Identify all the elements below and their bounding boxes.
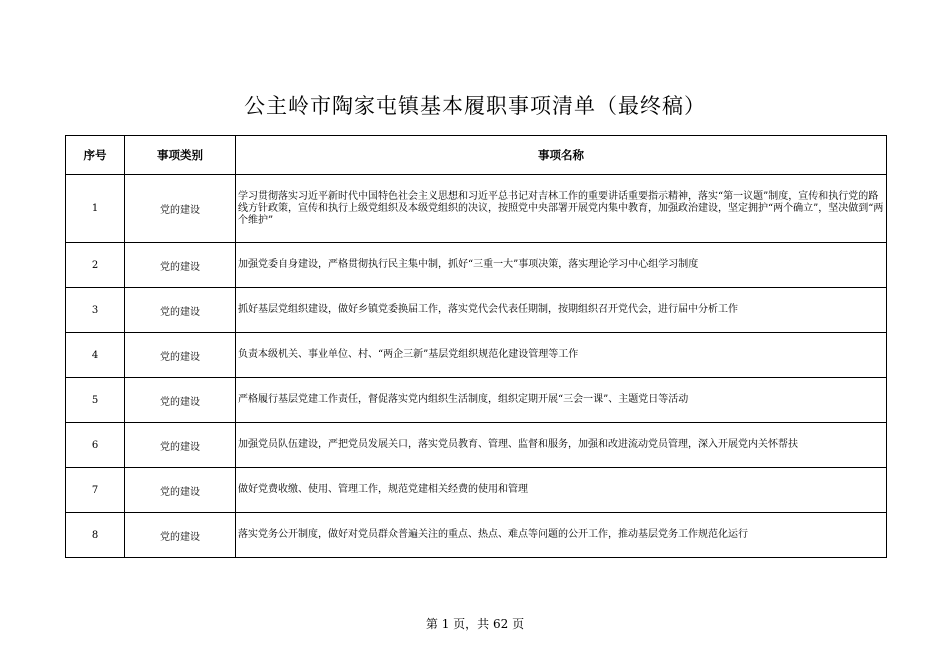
row-no: 6 — [66, 423, 125, 468]
row-category: 党的建设 — [125, 243, 236, 288]
row-no: 7 — [66, 468, 125, 513]
row-category: 党的建设 — [125, 378, 236, 423]
row-category: 党的建设 — [125, 468, 236, 513]
header-no: 序号 — [66, 136, 125, 175]
row-no: 3 — [66, 288, 125, 333]
table-row — [66, 288, 887, 333]
row-name: 负责本级机关、事业单位、村、“两企三新”基层党组织规范化建设管理等工作 — [236, 333, 887, 378]
document-title: 公主岭市陶家屯镇基本履职事项清单（最终稿） — [244, 94, 706, 118]
table-row — [66, 513, 887, 558]
row-category: 党的建设 — [125, 513, 236, 558]
table-row — [66, 423, 887, 468]
row-no: 5 — [66, 378, 125, 423]
header-name: 事项名称 — [236, 136, 887, 175]
row-name: 加强党委自身建设，严格贯彻执行民主集中制，抓好“三重一大”事项决策，落实理论学习中心组学习制度 — [236, 243, 887, 288]
row-name: 严格履行基层党建工作责任，督促落实党内组织生活制度，组织定期开展“三会一课”、主题党日等活动 — [236, 378, 887, 423]
table-header-row — [66, 136, 887, 175]
table-row — [66, 468, 887, 513]
header-category: 事项类别 — [125, 136, 236, 175]
row-name: 学习贯彻落实习近平新时代中国特色社会主义思想和习近平总书记对吉林工作的重要讲话重要指示精神，落实“第一议题”制度，宣传和执行党的路线方针政策，宣传和执行上级党组织及本级党组织的决议，按照党中央部署开展党内集中教育，加强政治建设，坚定拥护“两个确立”，坚决做到“两个维护” — [236, 175, 887, 243]
table-row — [66, 175, 887, 243]
page-footer: 第 1 页，共 62 页 — [425, 617, 525, 631]
row-category: 党的建设 — [125, 288, 236, 333]
row-no: 2 — [66, 243, 125, 288]
row-category: 党的建设 — [125, 423, 236, 468]
row-name: 做好党费收缴、使用、管理工作，规范党建相关经费的使用和管理 — [236, 468, 887, 513]
row-no: 8 — [66, 513, 125, 558]
row-name: 落实党务公开制度，做好对党员群众普遍关注的重点、热点、难点等问题的公开工作，推动基层党务工作规范化运行 — [236, 513, 887, 558]
row-category: 党的建设 — [125, 175, 236, 243]
row-no: 4 — [66, 333, 125, 378]
table-row — [66, 333, 887, 378]
table-row — [66, 243, 887, 288]
row-name: 加强党员队伍建设，严把党员发展关口，落实党员教育、管理、监督和服务，加强和改进流动党员管理，深入开展党内关怀帮扶 — [236, 423, 887, 468]
row-name: 抓好基层党组织建设，做好乡镇党委换届工作，落实党代会代表任期制，按期组织召开党代会，进行届中分析工作 — [236, 288, 887, 333]
table-row — [66, 378, 887, 423]
duty-list-table — [65, 135, 887, 558]
row-category: 党的建设 — [125, 333, 236, 378]
row-no: 1 — [66, 175, 125, 243]
